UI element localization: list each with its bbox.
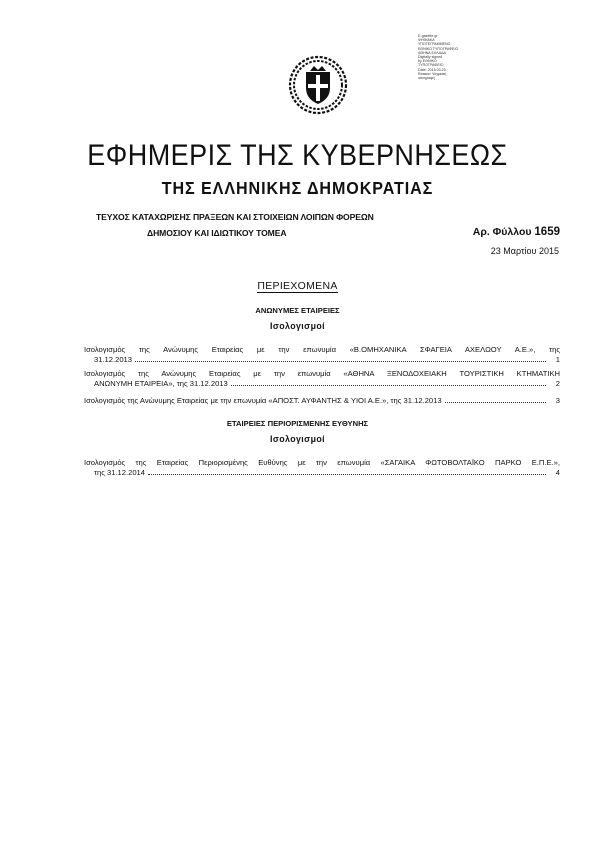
- entry-text-cont: της 31.12.2014: [94, 468, 145, 477]
- entry-page: 3: [555, 396, 560, 405]
- dot-leader: [148, 474, 546, 475]
- section-subheading: Ισολογισμοί: [270, 434, 325, 444]
- greek-coat-of-arms-icon: [287, 54, 349, 116]
- gazette-title: ΕΦΗΜΕΡΙΣ ΤΗΣ ΚΥΒΕΡΝΗΣΕΩΣ: [87, 139, 508, 172]
- contents-entry[interactable]: [84, 369, 560, 389]
- entry-page: 2: [555, 379, 560, 388]
- sheet-number-label: Αρ. Φύλλου: [472, 226, 532, 238]
- stamp-line: ΨΗΦΙΑΚΑ: [418, 38, 435, 43]
- contents-entry[interactable]: [84, 345, 560, 365]
- contents-entry[interactable]: [84, 396, 560, 406]
- contents-title-text: ΠΕΡΙΕΧΟΜΕΝΑ: [257, 280, 338, 292]
- gazette-subtitle: ΤΗΣ ΕΛΛΗΝΙΚΗΣ ΔΗΜΟΚΡΑΤΙΑΣ: [161, 178, 434, 198]
- sheet-number-value: 1659: [534, 226, 560, 238]
- issue-type-line-2: ΔΗΜΟΣΙΟΥ ΚΑΙ ΙΔΙΩΤΙΚΟΥ ΤΟΜΕΑ: [147, 228, 287, 238]
- stamp-line: ΑΘΗΝΑ ΕΛΛΑΔΑ: [418, 50, 446, 55]
- section-heading: ΑΝΩΝΥΜΕΣ ΕΤΑΙΡΕΙΕΣ: [255, 306, 340, 315]
- stamp-line: Reason: Ψηφιακή: [418, 71, 447, 76]
- issue-type-line-1: ΤΕΥΧΟΣ ΚΑΤΑΧΩΡΙΣΗΣ ΠΡΑΞΕΩΝ ΚΑΙ ΣΤΟΙΧΕΙΩΝ ΛΟΙΠΩΝ ΦΟΡΕΩΝ: [96, 212, 374, 222]
- dot-leader: [231, 385, 546, 386]
- entry-text: Ισολογισμός της Ανώνυμης Εταιρείας με την επωνυμία «ΑΘΗΝΑ ΞΕΝΟΔΟΧΕΙΑΚΗ ΤΟΥΡΙΣΤΙΚΗ ΚΤΗΜΑΤΙΚΗ: [84, 369, 560, 378]
- dot-leader: [135, 361, 546, 362]
- stamp-line: ΤΥΠΟΓΡΑΦΕΙΟ: [418, 63, 444, 68]
- stamp-line: E-gazette.gr: [418, 34, 438, 38]
- section-subheading: Ισολογισμοί: [270, 321, 325, 331]
- stamp-line: υπογραφή: [418, 76, 435, 81]
- entry-page: 1: [555, 355, 560, 364]
- entry-text-cont: ΑΝΩΝΥΜΗ ΕΤΑΙΡΕΙΑ», της 31.12.2013: [94, 379, 228, 388]
- issue-date: 23 Μαρτίου 2015: [490, 246, 559, 256]
- section-heading: ΕΤΑΙΡΕΙΕΣ ΠΕΡΙΟΡΙΣΜΕΝΗΣ ΕΥΘΥΝΗΣ: [226, 419, 369, 428]
- contents-entry[interactable]: [84, 458, 560, 478]
- entry-text: Ισολογισμός της Ανώνυμης Εταιρείας με την επωνυμία «ΑΠΟΣΤ. ΑΥΦΑΝΤΗΣ & ΥΙΟΙ Α.Ε.», της 31.12.2013: [84, 396, 442, 405]
- dot-leader: [445, 402, 546, 403]
- stamp-line: Date: 2015.03.23: [418, 67, 446, 72]
- entry-text: Ισολογισμός της Ανώνυμης Εταιρείας με την επωνυμία «Β.ΟΜΗΧΑΝΙΚΑ ΣΦΑΓΕΙΑ ΑΧΕΛΩΟΥ Α.Ε.», της: [84, 345, 560, 354]
- contents-title: [0, 280, 595, 292]
- stamp-line: ΕΘΝΙΚΟ ΤΥΠΟΓΡΑΦΕΙΟ: [418, 46, 459, 51]
- entry-text: Ισολογισμός της Εταιρείας Περιορισμένης Ευθύνης με την επωνυμία «ΣΑΓΑΙΚΑ ΦΩΤΟΒΟΛΤΑΪΚΟ ΠΑΡΚΟ Ε.Π.Ε.»,: [84, 458, 560, 467]
- sheet-number: [473, 226, 560, 238]
- entry-page: 4: [555, 468, 560, 477]
- stamp-line: Digitally signed: [418, 55, 443, 60]
- stamp-line: ΥΠΟΓΕΓΡΑΜΜΕΝΟ: [418, 42, 451, 47]
- entry-text-cont: 31.12.2013: [94, 355, 133, 364]
- digital-signature-stamp: [418, 34, 480, 80]
- stamp-line: by ΕΘΝΙΚΟ: [418, 59, 437, 64]
